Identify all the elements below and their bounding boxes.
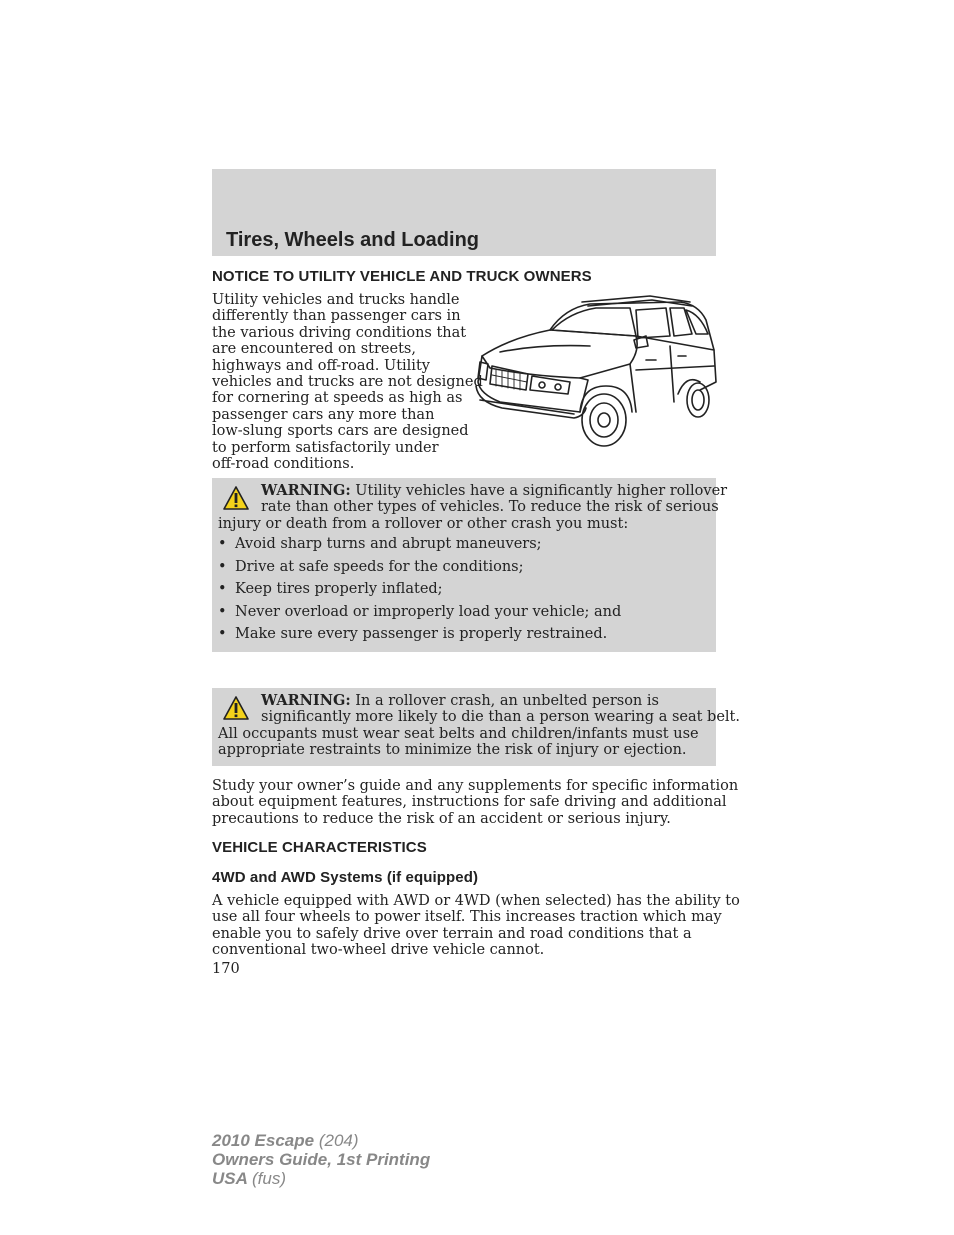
text-line: are encountered on streets,: [212, 341, 416, 358]
list-item: • Make sure every passenger is properly restrained.: [218, 626, 608, 642]
footer-model: 2010 Escape: [212, 1131, 315, 1150]
warning-text: [218, 692, 740, 759]
text-line: A vehicle equipped with AWD or 4WD (when selected) has the ability to: [212, 893, 740, 909]
list-item: • Never overload or improperly load your vehicle; and: [218, 603, 622, 620]
warning-label: WARNING:: [261, 482, 351, 499]
text-line: about equipment features, instructions for safe driving and additional: [212, 794, 727, 811]
chapter-title: Tires, Wheels and Loading: [226, 229, 480, 251]
warning-bullet-list: [218, 536, 621, 649]
warning-line: Utility vehicles have a significantly higher rollover: [355, 483, 728, 499]
warning-line: significantly more likely to die than a person wearing a seat belt.: [261, 709, 740, 726]
footer-market-code: (fus): [252, 1169, 286, 1188]
text-line: off-road conditions.: [212, 456, 355, 473]
warning-line: injury or death from a rollover or other crash you must:: [218, 515, 629, 532]
warning-text: [218, 482, 728, 532]
text-line: the various driving conditions that: [212, 324, 467, 341]
suv-illustration: [470, 290, 720, 450]
text-line: vehicles and trucks are not designed: [212, 374, 483, 391]
text-line: to perform satisfactorily under: [212, 439, 439, 456]
chapter-header: [212, 169, 716, 256]
text-line: passenger cars any more than: [212, 406, 435, 423]
print-footer: [212, 1131, 430, 1188]
text-line: Utility vehicles and trucks handle: [212, 292, 460, 308]
text-line: use all four wheels to power itself. This increases traction which may: [212, 909, 722, 926]
study-paragraph: [212, 778, 738, 827]
text-line: Study your owner’s guide and any supplements for specific information: [212, 778, 739, 794]
list-item: • Keep tires properly inflated;: [218, 581, 443, 597]
warning-line: In a rollover crash, an unbelted person is: [355, 693, 659, 709]
warning-line: appropriate restraints to minimize the risk of injury or ejection.: [218, 742, 687, 759]
text-line: for cornering at speeds as high as: [212, 390, 463, 407]
warning-line: rate than other types of vehicles. To reduce the risk of serious: [261, 499, 719, 516]
text-line: differently than passenger cars in: [212, 308, 461, 325]
text-line: precautions to reduce the risk of an accident or serious injury.: [212, 810, 671, 827]
text-line: low-slung sports cars are designed: [212, 423, 469, 440]
list-item: • Drive at safe speeds for the conditions;: [218, 558, 524, 575]
warning-label: WARNING:: [261, 692, 351, 709]
notice-paragraph: [212, 292, 483, 472]
footer-market: USA: [212, 1169, 248, 1188]
warning-box-seatbelt: [212, 688, 740, 766]
warning-box-rollover: [212, 478, 728, 652]
section-heading-notice: NOTICE TO UTILITY VEHICLE AND TRUCK OWNERS: [212, 268, 592, 285]
text-line: enable you to safely drive over terrain and road conditions that a: [212, 925, 692, 942]
awd-paragraph: [212, 893, 740, 959]
warning-line: All occupants must wear seat belts and children/infants must use: [218, 725, 699, 742]
footer-model-code: (204): [318, 1131, 359, 1150]
page-number: 170: [212, 961, 240, 977]
footer-edition: Owners Guide, 1st Printing: [212, 1150, 431, 1169]
list-item: • Avoid sharp turns and abrupt maneuvers;: [218, 536, 542, 552]
text-line: conventional two-wheel drive vehicle cannot.: [212, 942, 545, 959]
subheading-4wd-awd: 4WD and AWD Systems (if equipped): [212, 869, 479, 886]
section-heading-vehicle-characteristics: VEHICLE CHARACTERISTICS: [212, 839, 427, 856]
text-line: highways and off-road. Utility: [212, 357, 430, 374]
